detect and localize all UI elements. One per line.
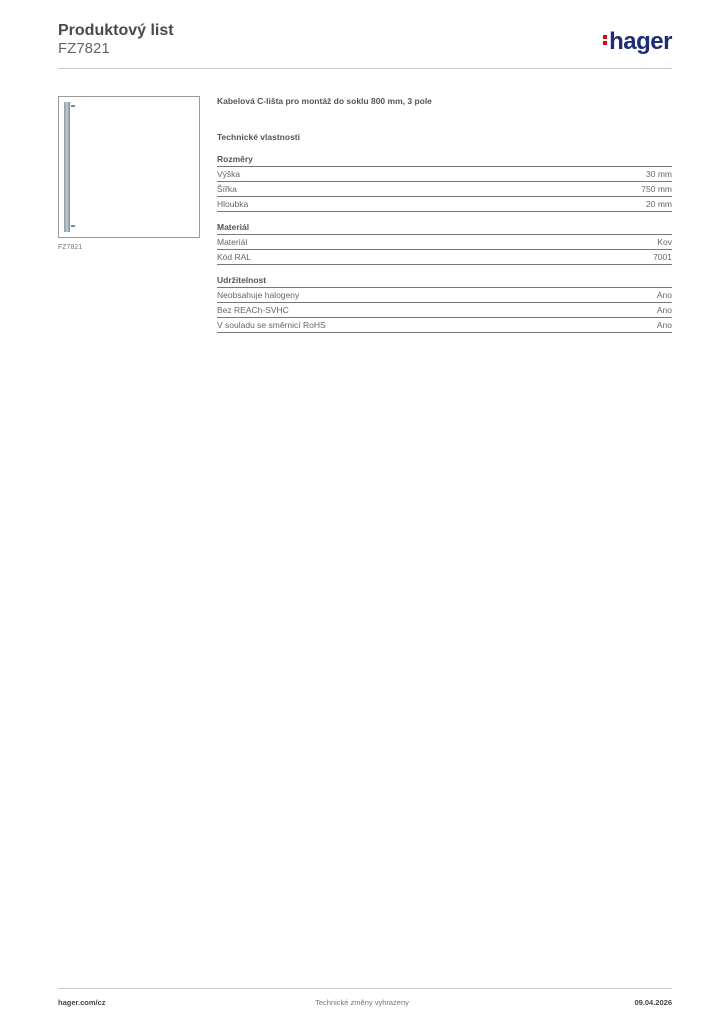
spec-label: Výška [217,169,241,179]
spec-value: 7001 [653,252,672,262]
spec-row [217,182,672,197]
spec-row [217,288,672,303]
section-heading: Technické vlastnosti [217,132,300,142]
header-divider [58,68,672,69]
c-rail-image [64,102,70,232]
product-code: FZ7821 [58,40,110,57]
spec-row [217,250,672,265]
footer-date: 09.04.2026 [634,998,672,1007]
image-caption: FZ7821 [58,244,83,251]
logo-dots-icon [603,33,607,47]
spec-value: 750 mm [641,184,672,194]
spec-label: V souladu se směrnicí RoHS [217,320,326,330]
product-description: Kabelová C-lišta pro montáž do soklu 800 mm, 3 pole [217,96,432,106]
spec-label: Bez REACh-SVHC [217,305,289,315]
rail-end-mark [71,225,75,227]
hager-logo [603,28,672,56]
spec-label: Šířka [217,184,237,194]
spec-value: 20 mm [646,199,672,209]
spec-group-title: Materiál [217,222,672,235]
spec-value: Ano [656,320,672,330]
rail-end-mark [71,105,75,107]
spec-row [217,318,672,333]
page-title: Produktový list [58,22,174,39]
product-details [217,96,672,343]
footer-divider [58,988,672,989]
spec-group-title: Udržitelnost [217,275,672,288]
spec-label: Materiál [217,237,248,247]
footer-note: Technické změny vyhrazeny [315,998,409,1007]
spec-row [217,303,672,318]
spec-label: Kód RAL [217,252,252,262]
spec-value: 30 mm [646,169,672,179]
spec-label: Neobsahuje halogeny [217,290,300,300]
spec-group-dimensions [217,154,672,212]
spec-row [217,235,672,250]
spec-group-sustainability [217,275,672,333]
spec-row [217,167,672,182]
spec-value: Kov [657,237,672,247]
spec-group-material [217,222,672,265]
product-image [58,96,200,238]
spec-group-title: Rozměry [217,154,672,167]
spec-row [217,197,672,212]
spec-value: Ano [656,305,672,315]
footer-website-link[interactable]: hager.com/cz [58,998,106,1007]
spec-value: Ano [656,290,672,300]
logo-text: hager [609,28,672,55]
spec-label: Hloubka [217,199,249,209]
